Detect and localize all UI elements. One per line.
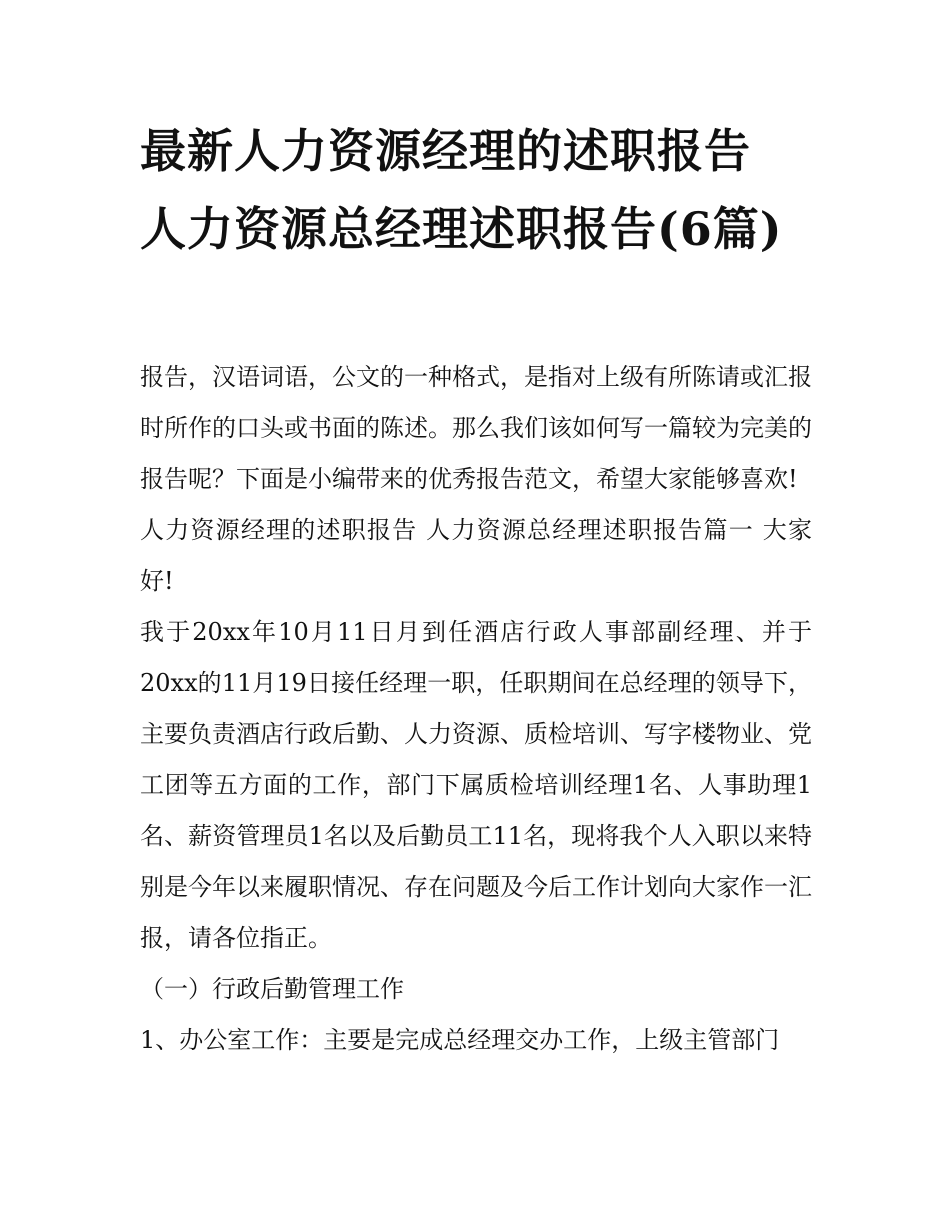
paragraph-office-work: 1、办公室工作：主要是完成总经理交办工作，上级主管部门	[140, 1026, 780, 1054]
document-body	[140, 352, 812, 1066]
document-title: 最新人力资源经理的述职报告 人力资源总经理述职报告(6篇)	[140, 124, 783, 256]
paragraph-intro: 报告，汉语词语，公文的一种格式，是指对上级有所陈请或汇报时所作的口头或书面的陈述。那么我们该如何写一篇较为完美的报告呢？下面是小编带来的优秀报告范文，希望大家能够喜欢!	[140, 363, 812, 493]
paragraph-greeting: 人力资源经理的述职报告 人力资源总经理述职报告篇一 大家好!	[140, 516, 812, 595]
paragraph-self-introduction: 我于20xx年10月11日月到任酒店行政人事部副经理、并于20xx的11月19日接任经理一职，任职期间在总经理的领导下，主要负责酒店行政后勤、人力资源、质检培训、写字楼物业、党工团等五方面的工作，部门下属质检培训经理1名、人事助理1名、薪资管理员1名以及后勤员工11名，现将我个人入职以来特别是今年以来履职情况、存在问题及今后工作计划向大家作一汇报，请各位指正。	[140, 618, 812, 952]
section-heading: （一）行政后勤管理工作	[140, 975, 404, 1003]
